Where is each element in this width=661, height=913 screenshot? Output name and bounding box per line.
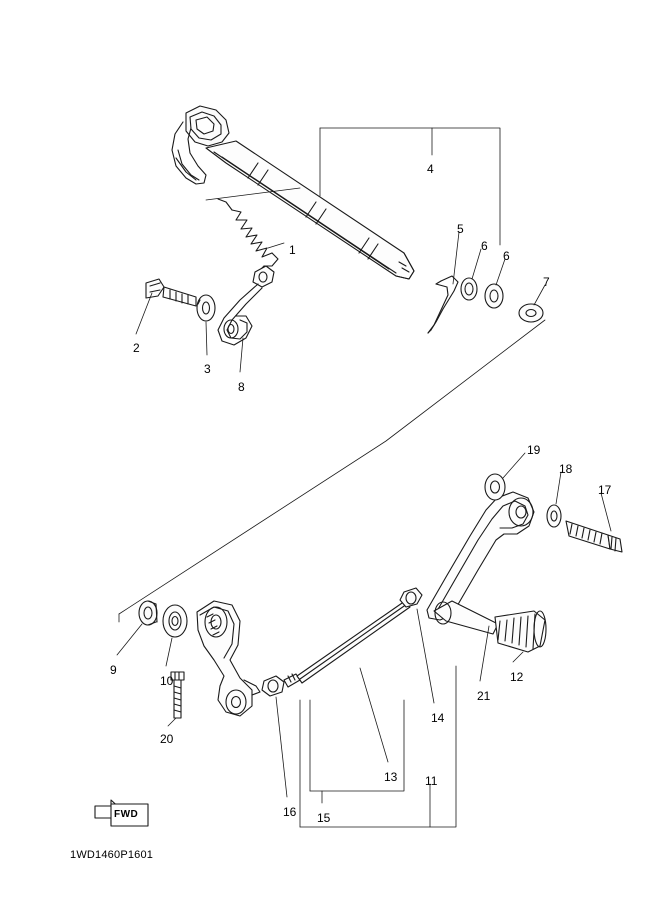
washer-3-group bbox=[197, 295, 215, 321]
stopper-bolt-group bbox=[146, 279, 196, 306]
part-code-label: 1WD1460P1601 bbox=[70, 849, 154, 861]
retainer-7-group bbox=[519, 304, 543, 322]
callout-number-9: 9 bbox=[110, 663, 117, 677]
callout-number-16: 16 bbox=[283, 805, 297, 819]
clip-5-group bbox=[428, 276, 458, 333]
connecting-rod-group bbox=[297, 601, 410, 683]
callout-number-6b: 6 bbox=[503, 249, 510, 263]
callout-number-13: 13 bbox=[384, 770, 398, 784]
callout-number-20: 20 bbox=[160, 732, 174, 746]
callout-number-19: 19 bbox=[527, 443, 541, 457]
callout-number-21: 21 bbox=[477, 689, 491, 703]
callout-number-17: 17 bbox=[598, 483, 612, 497]
bolt-17-group bbox=[566, 521, 622, 552]
callout-number-11: 11 bbox=[425, 774, 438, 788]
callout-number-3: 3 bbox=[204, 362, 211, 376]
callout-number-14: 14 bbox=[431, 711, 445, 725]
fwd-label: FWD bbox=[114, 809, 139, 820]
callout-number-5: 5 bbox=[457, 222, 464, 236]
washer-18-group bbox=[547, 505, 561, 527]
callout-number-6a: 6 bbox=[481, 239, 488, 253]
callout-number-2: 2 bbox=[133, 341, 140, 355]
callout-number-15: 15 bbox=[317, 811, 331, 825]
pedal-grip-group bbox=[495, 611, 546, 652]
seal-10-group bbox=[163, 605, 187, 637]
nut-14-group bbox=[400, 588, 422, 607]
seal-6a-group bbox=[461, 278, 477, 300]
callout-number-8: 8 bbox=[238, 380, 245, 394]
callout-number-7: 7 bbox=[543, 275, 550, 289]
callout-number-18: 18 bbox=[559, 462, 573, 476]
rod-end-joint-group bbox=[262, 674, 300, 696]
washer-6b-group bbox=[485, 284, 503, 308]
shift-arm-lower-group bbox=[197, 601, 260, 716]
callout-number-1: 1 bbox=[289, 243, 296, 257]
collar-9-group bbox=[139, 601, 157, 625]
shift-pedal-arm-group bbox=[427, 492, 534, 634]
callout-number-4: 4 bbox=[427, 162, 434, 176]
forward-direction-badge bbox=[92, 800, 154, 834]
stopper-lever-group bbox=[218, 266, 274, 345]
washer-19-group bbox=[485, 474, 505, 500]
callout-number-10: 10 bbox=[160, 674, 174, 688]
callout-number-12: 12 bbox=[510, 670, 524, 684]
